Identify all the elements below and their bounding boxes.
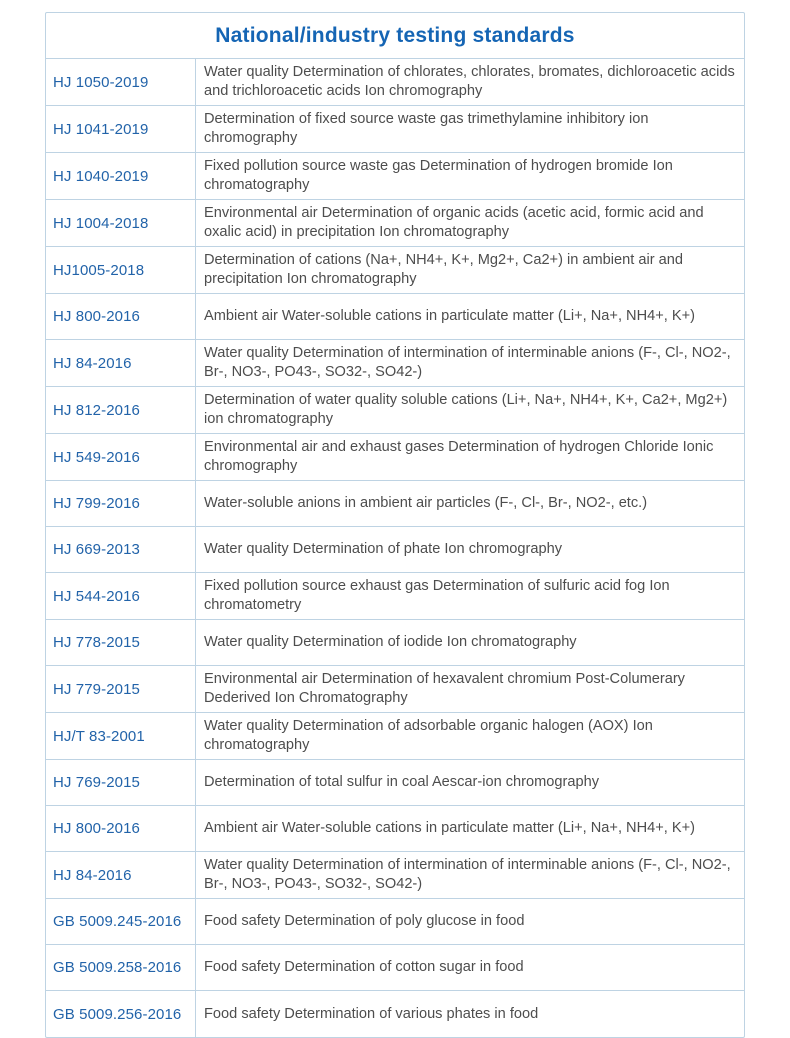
standard-code: HJ 549-2016 xyxy=(46,434,196,480)
standard-description: Water quality Determination of iodide Ion chromatography xyxy=(204,634,577,650)
standard-code: HJ 84-2016 xyxy=(46,340,196,386)
table-row xyxy=(46,666,744,713)
standard-description: Food safety Determination of cotton sugar in food xyxy=(204,959,524,975)
standard-description: Fixed pollution source waste gas Determination of hydrogen bromide Ion chromatography xyxy=(204,158,673,193)
standard-code: HJ 800-2016 xyxy=(46,294,196,339)
table-row xyxy=(46,387,744,434)
standard-code: GB 5009.256-2016 xyxy=(46,991,196,1037)
standard-code: HJ 779-2015 xyxy=(46,666,196,712)
standard-description: Environmental air and exhaust gases Determination of hydrogen Chloride Ionic chromography xyxy=(204,439,714,474)
standard-description: Water quality Determination of phate Ion chromography xyxy=(204,541,563,557)
table-row xyxy=(46,991,744,1037)
standard-description: Environmental air Determination of organic acids (acetic acid, formic acid and oxalic acid) in precipitation Ion chromatography xyxy=(204,205,704,240)
standard-code: HJ 800-2016 xyxy=(46,806,196,851)
table-row xyxy=(46,153,744,200)
standard-code: HJ 778-2015 xyxy=(46,620,196,665)
standard-code: HJ/T 83-2001 xyxy=(46,713,196,759)
page-title: National/industry testing standards xyxy=(215,23,575,47)
standard-code: GB 5009.245-2016 xyxy=(46,899,196,944)
standard-description: Determination of cations (Na+, NH4+, K+, Mg2+, Ca2+) in ambient air and precipitation Ion chromatography xyxy=(204,252,683,287)
standard-code: GB 5009.258-2016 xyxy=(46,945,196,990)
table-row xyxy=(46,434,744,481)
standard-code: HJ 544-2016 xyxy=(46,573,196,619)
standard-code: HJ 799-2016 xyxy=(46,481,196,526)
standard-code: HJ 669-2013 xyxy=(46,527,196,572)
standards-table xyxy=(45,12,745,1038)
standard-code: HJ 1004-2018 xyxy=(46,200,196,246)
standard-code: HJ1005-2018 xyxy=(46,247,196,293)
standard-code: HJ 1041-2019 xyxy=(46,106,196,152)
table-row xyxy=(46,106,744,153)
standard-description: Determination of total sulfur in coal Aescar-ion chromography xyxy=(204,774,600,790)
table-row xyxy=(46,806,744,852)
table-row xyxy=(46,481,744,527)
standard-description: Water quality Determination of adsorbable organic halogen (AOX) Ion chromatography xyxy=(204,718,653,753)
table-header xyxy=(46,13,744,59)
standard-description: Food safety Determination of various phates in food xyxy=(204,1005,539,1022)
table-row xyxy=(46,294,744,340)
table-row xyxy=(46,852,744,899)
table-row xyxy=(46,620,744,666)
table-row xyxy=(46,247,744,294)
standard-code: HJ 812-2016 xyxy=(46,387,196,433)
standard-code: HJ 84-2016 xyxy=(46,852,196,898)
table-body xyxy=(46,59,744,1037)
table-row xyxy=(46,59,744,106)
standard-code: HJ 769-2015 xyxy=(46,760,196,805)
standard-description: Water-soluble anions in ambient air particles (F-, Cl-, Br-, NO2-, etc.) xyxy=(204,495,648,511)
table-row xyxy=(46,713,744,760)
standard-description: Food safety Determination of poly glucose in food xyxy=(204,913,525,929)
table-row xyxy=(46,527,744,573)
standard-description: Ambient air Water-soluble cations in particulate matter (Li+, Na+, NH4+, K+) xyxy=(204,308,695,324)
standard-description: Environmental air Determination of hexavalent chromium Post-Columerary Dederived Ion Chromatography xyxy=(204,671,685,706)
standard-code: HJ 1050-2019 xyxy=(46,59,196,105)
table-row xyxy=(46,760,744,806)
standard-description: Water quality Determination of intermination of interminable anions (F-, Cl-, NO2-, Br-, NO3-, PO43-, SO32-, SO42-) xyxy=(204,857,731,892)
standard-description: Water quality Determination of chlorates, chlorates, bromates, dichloroacetic acids and trichloroacetic acids Ion chromography xyxy=(204,64,735,99)
table-row xyxy=(46,945,744,991)
table-row xyxy=(46,340,744,387)
table-row xyxy=(46,200,744,247)
standard-description: Determination of fixed source waste gas trimethylamine inhibitory ion chromography xyxy=(204,111,649,146)
table-row xyxy=(46,899,744,945)
standard-description: Water quality Determination of intermination of interminable anions (F-, Cl-, NO2-, Br-, NO3-, PO43-, SO32-, SO42-) xyxy=(204,345,731,380)
table-row xyxy=(46,573,744,620)
standard-description: Fixed pollution source exhaust gas Determination of sulfuric acid fog Ion chromatometry xyxy=(204,578,670,613)
standard-description: Determination of water quality soluble cations (Li+, Na+, NH4+, K+, Ca2+, Mg2+) ion chromatography xyxy=(204,392,728,427)
standard-description: Ambient air Water-soluble cations in particulate matter (Li+, Na+, NH4+, K+) xyxy=(204,820,695,836)
standard-code: HJ 1040-2019 xyxy=(46,153,196,199)
